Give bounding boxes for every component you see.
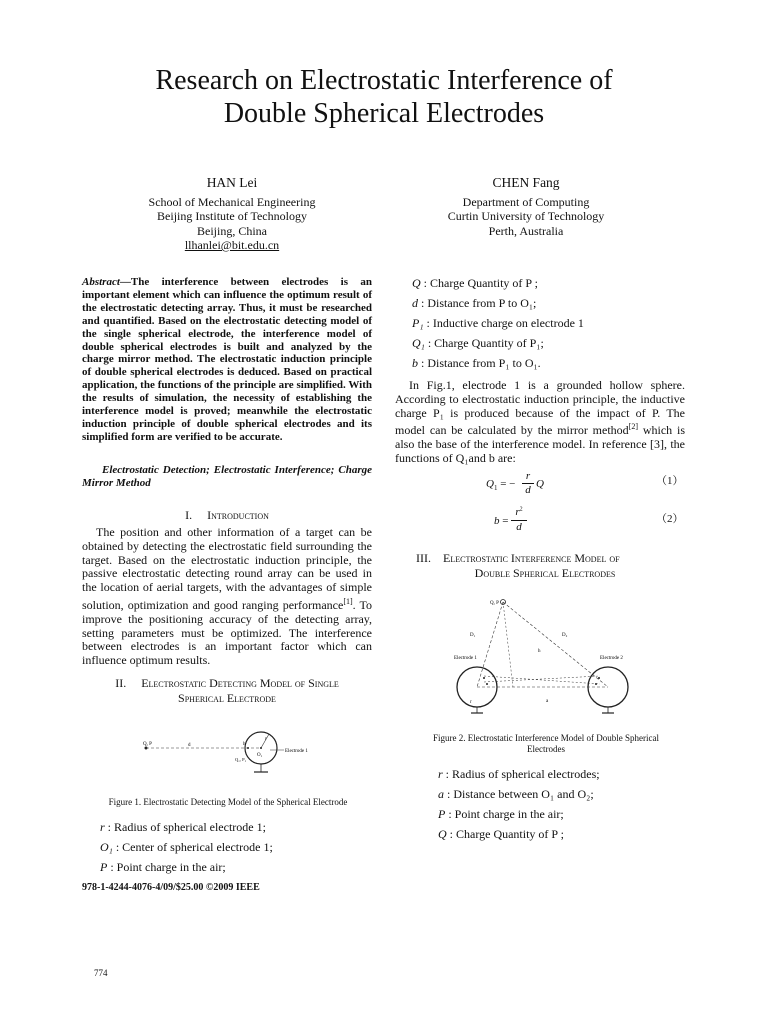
- figure-1-caption: Figure 1. Electrostatic Detecting Model of the Spherical Electrode: [108, 797, 348, 807]
- fig2-label-d1: D₁: [470, 633, 476, 638]
- section-number: I.: [185, 508, 193, 522]
- definition-item: Q : Charge Quantity of P ;: [438, 827, 564, 841]
- section-title: Electrostatic Interference Model of: [443, 551, 620, 565]
- fig2-label-r: r: [470, 700, 472, 705]
- author-affiliation: Beijing Institute of Technology: [157, 209, 307, 223]
- author-affiliation: Perth, Australia: [488, 223, 564, 238]
- fig2-label-electrode-1: Electrode 1: [454, 656, 477, 661]
- paragraph-text-cont: which is also the base of the interference model. In reference [3], the functions of Q₁and b are:: [395, 423, 685, 465]
- author-affiliation: Beijing, China: [197, 223, 267, 238]
- definition-item: P : Point charge in the air;: [438, 807, 564, 821]
- fig1-label-r: r: [265, 737, 267, 742]
- fig2-label-a: a: [546, 699, 549, 704]
- image-charge: [595, 683, 597, 685]
- abstract-label: Abstract: [82, 276, 120, 288]
- title-line-2: Double Spherical Electrodes: [223, 98, 545, 129]
- definition-item: a : Distance between O₁ and O₂;: [438, 787, 594, 801]
- fig1-label-q: Q, P: [143, 742, 152, 747]
- section-number: III.: [416, 551, 431, 565]
- fig2-label-qp: Q, P: [490, 601, 499, 606]
- author-name: CHEN Fang: [492, 175, 560, 190]
- fig2-label-d2: D₂: [562, 633, 568, 638]
- citation-ref: [1]: [343, 596, 353, 606]
- keywords: Electrostatic Detection; Electrostatic Interference; Charge Mirror Method: [82, 464, 372, 489]
- intro-text: The position and other information of a target can be obtained by detecting the electrostatic field surrounding the target. Based on the electrostatic induction principle, the passive electrostatic detecting round array can be used in the location of aerial targets, with the advantages of simple solution, optimization and good ranging performance: [82, 525, 372, 612]
- definition-item: O₁ : Center of spherical electrode 1;: [100, 840, 273, 854]
- section-2-heading: [82, 676, 372, 706]
- caption-line: Figure 2. Electrostatic Interference Model of Double Spherical: [433, 733, 659, 743]
- height-line-h: [503, 602, 513, 687]
- fig1-label-d: d: [188, 743, 191, 748]
- section-title-cont: Double Spherical Electrodes: [474, 566, 616, 580]
- equation-1: $Q_1$ = − r d Q: [486, 470, 544, 496]
- paragraph-text: In Fig.1, electrode 1 is a grounded hollow sphere. According to electrostatic induction principle, the inductive charge P₁ is produced because of the impact of P. The model can be calculated by the mirror method: [395, 378, 685, 438]
- equation-2: b = $r^2$ d: [494, 506, 554, 536]
- copyright-notice: 978-1-4244-4076-4/09/$25.00 ©2009 IEEE: [82, 882, 260, 893]
- abstract: [82, 276, 372, 444]
- definition-item: b : Distance from P₁ to O₁.: [412, 356, 541, 370]
- figure-2-diagram: [454, 592, 638, 722]
- fig1-label-q1: Q₁, P₁: [235, 757, 247, 762]
- author-affiliation: Curtin University of Technology: [447, 209, 605, 223]
- fig1-explanation-paragraph: [395, 379, 685, 466]
- abstract-text: —The interference between electrodes is an important element which can influence the optimum result of the electrostatic detecting array. Thus, it must be researched and quantified. Based on the electrostatic detecting model of the single spherical electrode, the interference model of double spherical electrodes is built and analyzed by the charge mirror method. The electrostatic induction principle of double spherical electrodes is deduced. Based on practical application, the functions of the principle are simplified. With the results of simulation, the necessity of establishing the interference model is proved; meanwhile the electrostatic induction principle of double spherical electrodes and its simplified form are verified to be accurate.: [82, 276, 372, 443]
- right-definition-list-2: [438, 764, 600, 844]
- definition-item: P : Point charge in the air;: [100, 860, 226, 874]
- fig1-label-h: h: [243, 742, 246, 747]
- paper-title: [60, 64, 708, 130]
- author-affiliation: Department of Computing: [462, 194, 590, 209]
- section-title-cont: Spherical Electrode: [178, 691, 276, 705]
- left-definition-list: [100, 817, 273, 877]
- definition-item: Q₁ : Charge Quantity of P₁;: [412, 336, 544, 350]
- page-number: 774: [94, 968, 108, 978]
- cross-line-2: [484, 676, 600, 684]
- fig1-label-electrode: Electrode 1: [285, 749, 308, 754]
- section-title: Introduction: [207, 508, 269, 522]
- definition-item: P₁ : Inductive charge on electrode 1: [412, 316, 584, 330]
- figure-2-caption: [396, 733, 696, 755]
- equation-1-number: （1）: [656, 475, 684, 487]
- author-name: HAN Lei: [206, 175, 258, 190]
- image-charge: [598, 677, 600, 679]
- author-block-1: [102, 176, 362, 253]
- author-affiliation: School of Mechanical Engineering: [148, 194, 316, 209]
- cross-line-1: [484, 676, 600, 682]
- line-d1: [477, 602, 503, 687]
- definition-item: d : Distance from P to O₁;: [412, 296, 537, 310]
- induced-charge-p1: [247, 747, 249, 749]
- right-definition-list: [412, 273, 584, 373]
- figure-1-diagram: [138, 728, 328, 778]
- section-3-heading: [400, 551, 690, 581]
- definition-item: Q : Charge Quantity of P ;: [412, 276, 538, 290]
- caption-line: Electrodes: [527, 744, 565, 754]
- image-charge: [486, 683, 488, 685]
- section-number: II.: [115, 676, 127, 690]
- author-email-link[interactable]: llhanlei@bit.edu.cn: [184, 238, 280, 252]
- fig2-label-h: h: [538, 649, 541, 654]
- equation-2-number: （2）: [656, 513, 684, 525]
- fig1-label-o1: O₁: [257, 753, 263, 758]
- definition-item: r : Radius of spherical electrode 1;: [100, 820, 266, 834]
- title-line-1: Research on Electrostatic Interference of: [155, 65, 613, 96]
- fig2-label-electrode-2: Electrode 2: [600, 656, 623, 661]
- intro-text-cont: . To improve the positioning accuracy of the detecting array, setting parameters must be optimized. The interference between electrodes is an important factor which can influence optimum results.: [82, 597, 373, 668]
- section-title: Electrostatic Detecting Model of Single: [141, 676, 339, 690]
- author-block-2: [396, 176, 656, 238]
- intro-paragraph: [82, 526, 372, 668]
- citation-ref: [2]: [628, 422, 639, 432]
- image-charge: [483, 677, 485, 679]
- section-1-heading: [82, 508, 372, 523]
- definition-item: r : Radius of spherical electrodes;: [438, 767, 600, 781]
